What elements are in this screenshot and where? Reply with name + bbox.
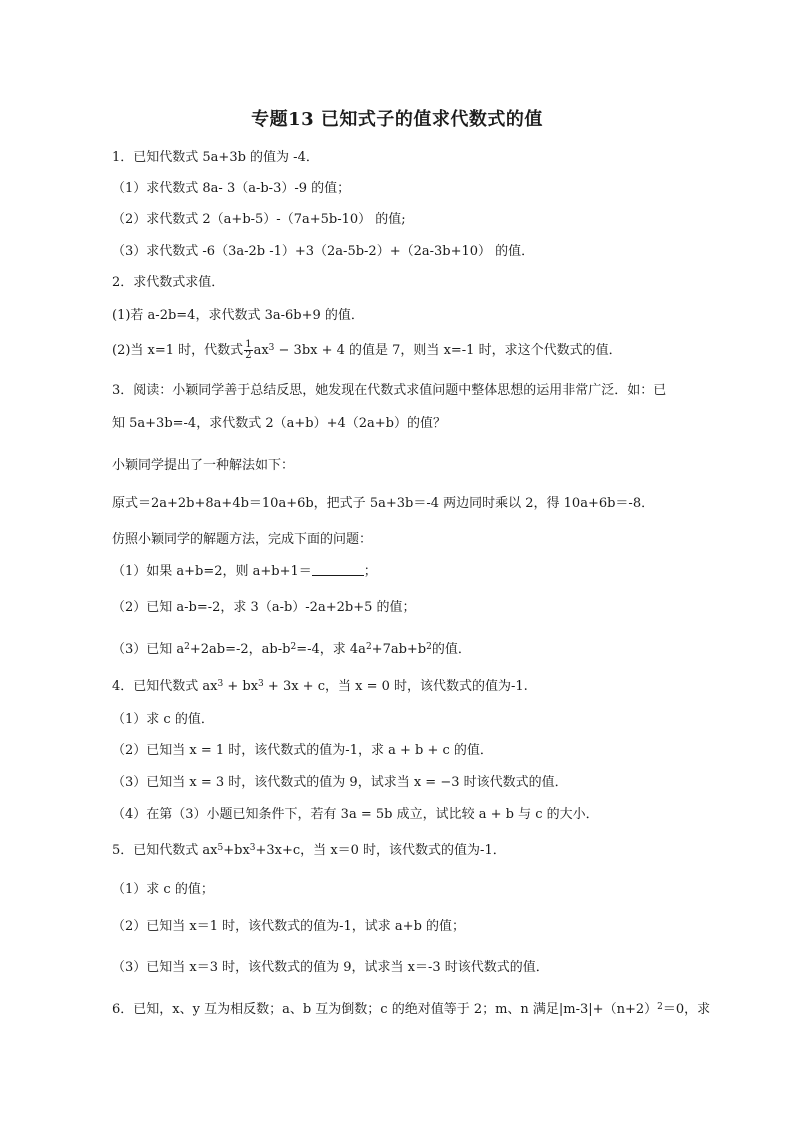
question-4-part-1: （1）求 c 的值． xyxy=(112,712,214,727)
question-1-part-3: （3）求代数式 -6（3a-2b -1）+3（2a-5b-2）+（2a-3b+10） 的值． xyxy=(112,244,535,259)
question-4-part-3: （3）已知当 x = 3 时，该代数式的值为 9，试求当 x = −3 时该代数式的值． xyxy=(112,775,568,790)
fraction-one-half xyxy=(244,340,252,361)
exponent: 3 xyxy=(258,679,264,689)
exponent: 3 xyxy=(268,343,275,353)
q4-stem-b: + bx xyxy=(223,679,259,694)
exponent: 2 xyxy=(290,642,297,652)
exponent: 3 xyxy=(217,679,224,689)
question-6-stem xyxy=(112,1000,711,1020)
question-1-stem: 1．已知代数式 5a+3b 的值为 -4． xyxy=(112,150,319,165)
question-3-part-1-text: （1）如果 a+b=2，则 a+b+1＝ xyxy=(112,564,312,579)
question-3-line-5: 仿照小颖同学的解题方法，完成下面的问题： xyxy=(112,532,373,547)
question-5-part-2: （2）已知当 x＝1 时，该代数式的值为-1，试求 a+b 的值； xyxy=(112,919,466,934)
question-2-part-2-text-c: − 3bx + 4 的值是 7，则当 x=-1 时，求这个代数式的值． xyxy=(274,343,622,358)
question-4-part-4: （4）在第（3）小题已知条件下，若有 3a = 5b 成立，试比较 a + b 与 c 的大小． xyxy=(112,807,599,822)
q6-text-a: 6．已知，x、y 互为相反数；a、b 互为倒数；c 的绝对值等于 2；m、n 满足|m-3|+（n+2） xyxy=(112,1002,658,1017)
exponent: 2 xyxy=(426,642,432,652)
q3-p3-text-e: 的值． xyxy=(431,642,471,657)
question-1-part-2: （2）求代数式 2（a+b-5）-（7a+5b-10） 的值; xyxy=(112,212,406,227)
exponent: 3 xyxy=(249,843,256,853)
page-title: 专题13 已知式子的值求代数式的值 xyxy=(251,109,543,130)
fraction-numerator: 1 xyxy=(245,339,252,350)
question-4-stem xyxy=(112,677,702,697)
question-5-stem xyxy=(112,841,702,861)
q3-p3-text-a: （3）已知 a xyxy=(112,642,185,657)
question-2-stem: 2．求代数式求值． xyxy=(112,275,225,290)
q5-stem-a: 5．已知代数式 ax xyxy=(112,843,218,858)
question-3-part-2: （2）已知 a-b=-2，求 3（a-b）-2a+2b+5 的值； xyxy=(112,600,416,615)
q6-text-b: ＝0，求 xyxy=(662,1002,711,1017)
question-2-part-2 xyxy=(112,340,702,361)
q3-p3-text-d: +7ab+b xyxy=(371,642,427,657)
answer-blank xyxy=(312,563,364,576)
exponent: 2 xyxy=(365,642,372,652)
question-2-part-2-text-b: ax xyxy=(253,343,269,358)
question-3-line-4: 原式＝2a+2b+8a+4b＝10a+6b，把式子 5a+3b＝-4 两边同时乘以 2，得 10a+6b＝-8． xyxy=(112,496,655,511)
question-4-part-2: （2）已知当 x = 1 时，该代数式的值为-1，求 a + b + c 的值． xyxy=(112,743,493,758)
question-3-part-3 xyxy=(112,640,702,660)
question-3-line-2: 知 5a+3b=-4，求代数式 2（a+b）+4（2a+b）的值？ xyxy=(112,416,446,431)
question-5-part-3: （3）已知当 x＝3 时，该代数式的值为 9，试求当 x＝-3 时该代数式的值． xyxy=(112,960,549,975)
exponent: 5 xyxy=(217,843,224,853)
question-1-part-1: （1）求代数式 8a- 3（a-b-3）-9 的值； xyxy=(112,181,351,196)
question-3-line-1: 3．阅读：小颖同学善于总结反思，她发现在代数式求值问题中整体思想的运用非常广泛．如：已 xyxy=(112,383,667,398)
question-3-part-1-end: ； xyxy=(363,564,377,579)
exponent: 2 xyxy=(184,642,190,652)
question-3-line-3: 小颖同学提出了一种解法如下： xyxy=(112,458,295,473)
question-2-part-2-text-a: (2)当 x=1 时，代数式 xyxy=(112,343,244,358)
q5-stem-c: +3x+c，当 x＝0 时，该代数式的值为-1． xyxy=(255,843,506,858)
exponent: 2 xyxy=(657,1002,663,1012)
fraction-denominator: 2 xyxy=(245,350,252,361)
q3-p3-text-b: +2ab=-2，ab-b xyxy=(189,642,291,657)
q3-p3-text-c: =-4，求 4a xyxy=(296,642,366,657)
q5-stem-b: +bx xyxy=(223,843,250,858)
q4-stem-c: + 3x + c，当 x = 0 时，该代数式的值为-1. xyxy=(263,679,528,694)
q4-stem-a: 4．已知代数式 ax xyxy=(112,679,218,694)
question-5-part-1: （1）求 c 的值； xyxy=(112,882,214,897)
question-3-part-1 xyxy=(112,562,702,582)
question-2-part-1: (1)若 a-2b=4，求代数式 3a-6b+9 的值． xyxy=(112,308,364,323)
